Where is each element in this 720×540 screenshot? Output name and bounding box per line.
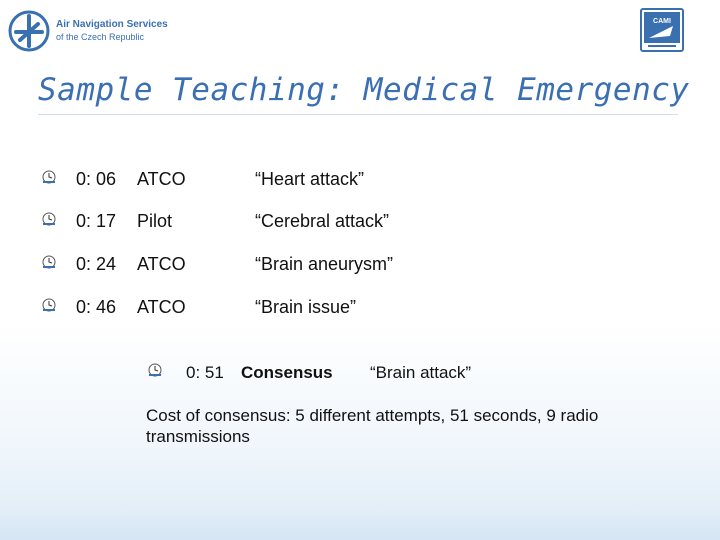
exchange-phrase: “Brain issue”	[255, 297, 357, 317]
consensus-row	[0, 363, 720, 389]
exchange-time: 0: 06	[76, 169, 117, 189]
exchange-time: 0: 24	[76, 254, 117, 274]
exchange-row	[0, 169, 720, 195]
consensus-phrase: “Brain attack”	[370, 363, 472, 382]
page-title: Sample Teaching: Medical Emergency	[38, 72, 690, 108]
exchange-phrase: “Brain aneurysm”	[255, 254, 394, 274]
org-name-line1: Air Navigation Services	[56, 19, 168, 30]
clock-bullet-icon	[42, 298, 56, 312]
clock-bullet-icon	[148, 363, 162, 377]
ans-logo	[8, 10, 168, 52]
consensus-time: 0: 51	[186, 363, 224, 382]
exchange-phrase: “Heart attack”	[255, 169, 365, 189]
exchange-row	[0, 297, 720, 323]
exchange-speaker: ATCO	[137, 297, 186, 317]
exchange-phrase: “Cerebral attack”	[255, 211, 390, 231]
exchange-time: 0: 17	[76, 211, 117, 231]
consensus-cost-note: Cost of consensus: 5 different attempts, 51 seconds, 9 radio transmissions	[146, 406, 599, 446]
clock-bullet-icon	[42, 170, 56, 184]
org-name-line2: of the Czech Republic	[56, 32, 145, 42]
title-divider	[38, 114, 678, 115]
clock-bullet-icon	[42, 255, 56, 269]
exchange-speaker: ATCO	[137, 254, 186, 274]
clock-bullet-icon	[42, 212, 56, 226]
footer-band	[0, 512, 720, 540]
slide-header	[0, 0, 720, 68]
consensus-speaker: Consensus	[241, 363, 333, 382]
ans-emblem-icon	[8, 10, 50, 52]
exchange-time: 0: 46	[76, 297, 117, 317]
exchange-row	[0, 254, 720, 280]
exchange-speaker: ATCO	[137, 169, 186, 189]
exchange-row	[0, 211, 720, 237]
cami-label: CAMI	[653, 18, 671, 25]
exchange-speaker: Pilot	[137, 211, 173, 231]
cami-logo-icon	[640, 8, 684, 52]
